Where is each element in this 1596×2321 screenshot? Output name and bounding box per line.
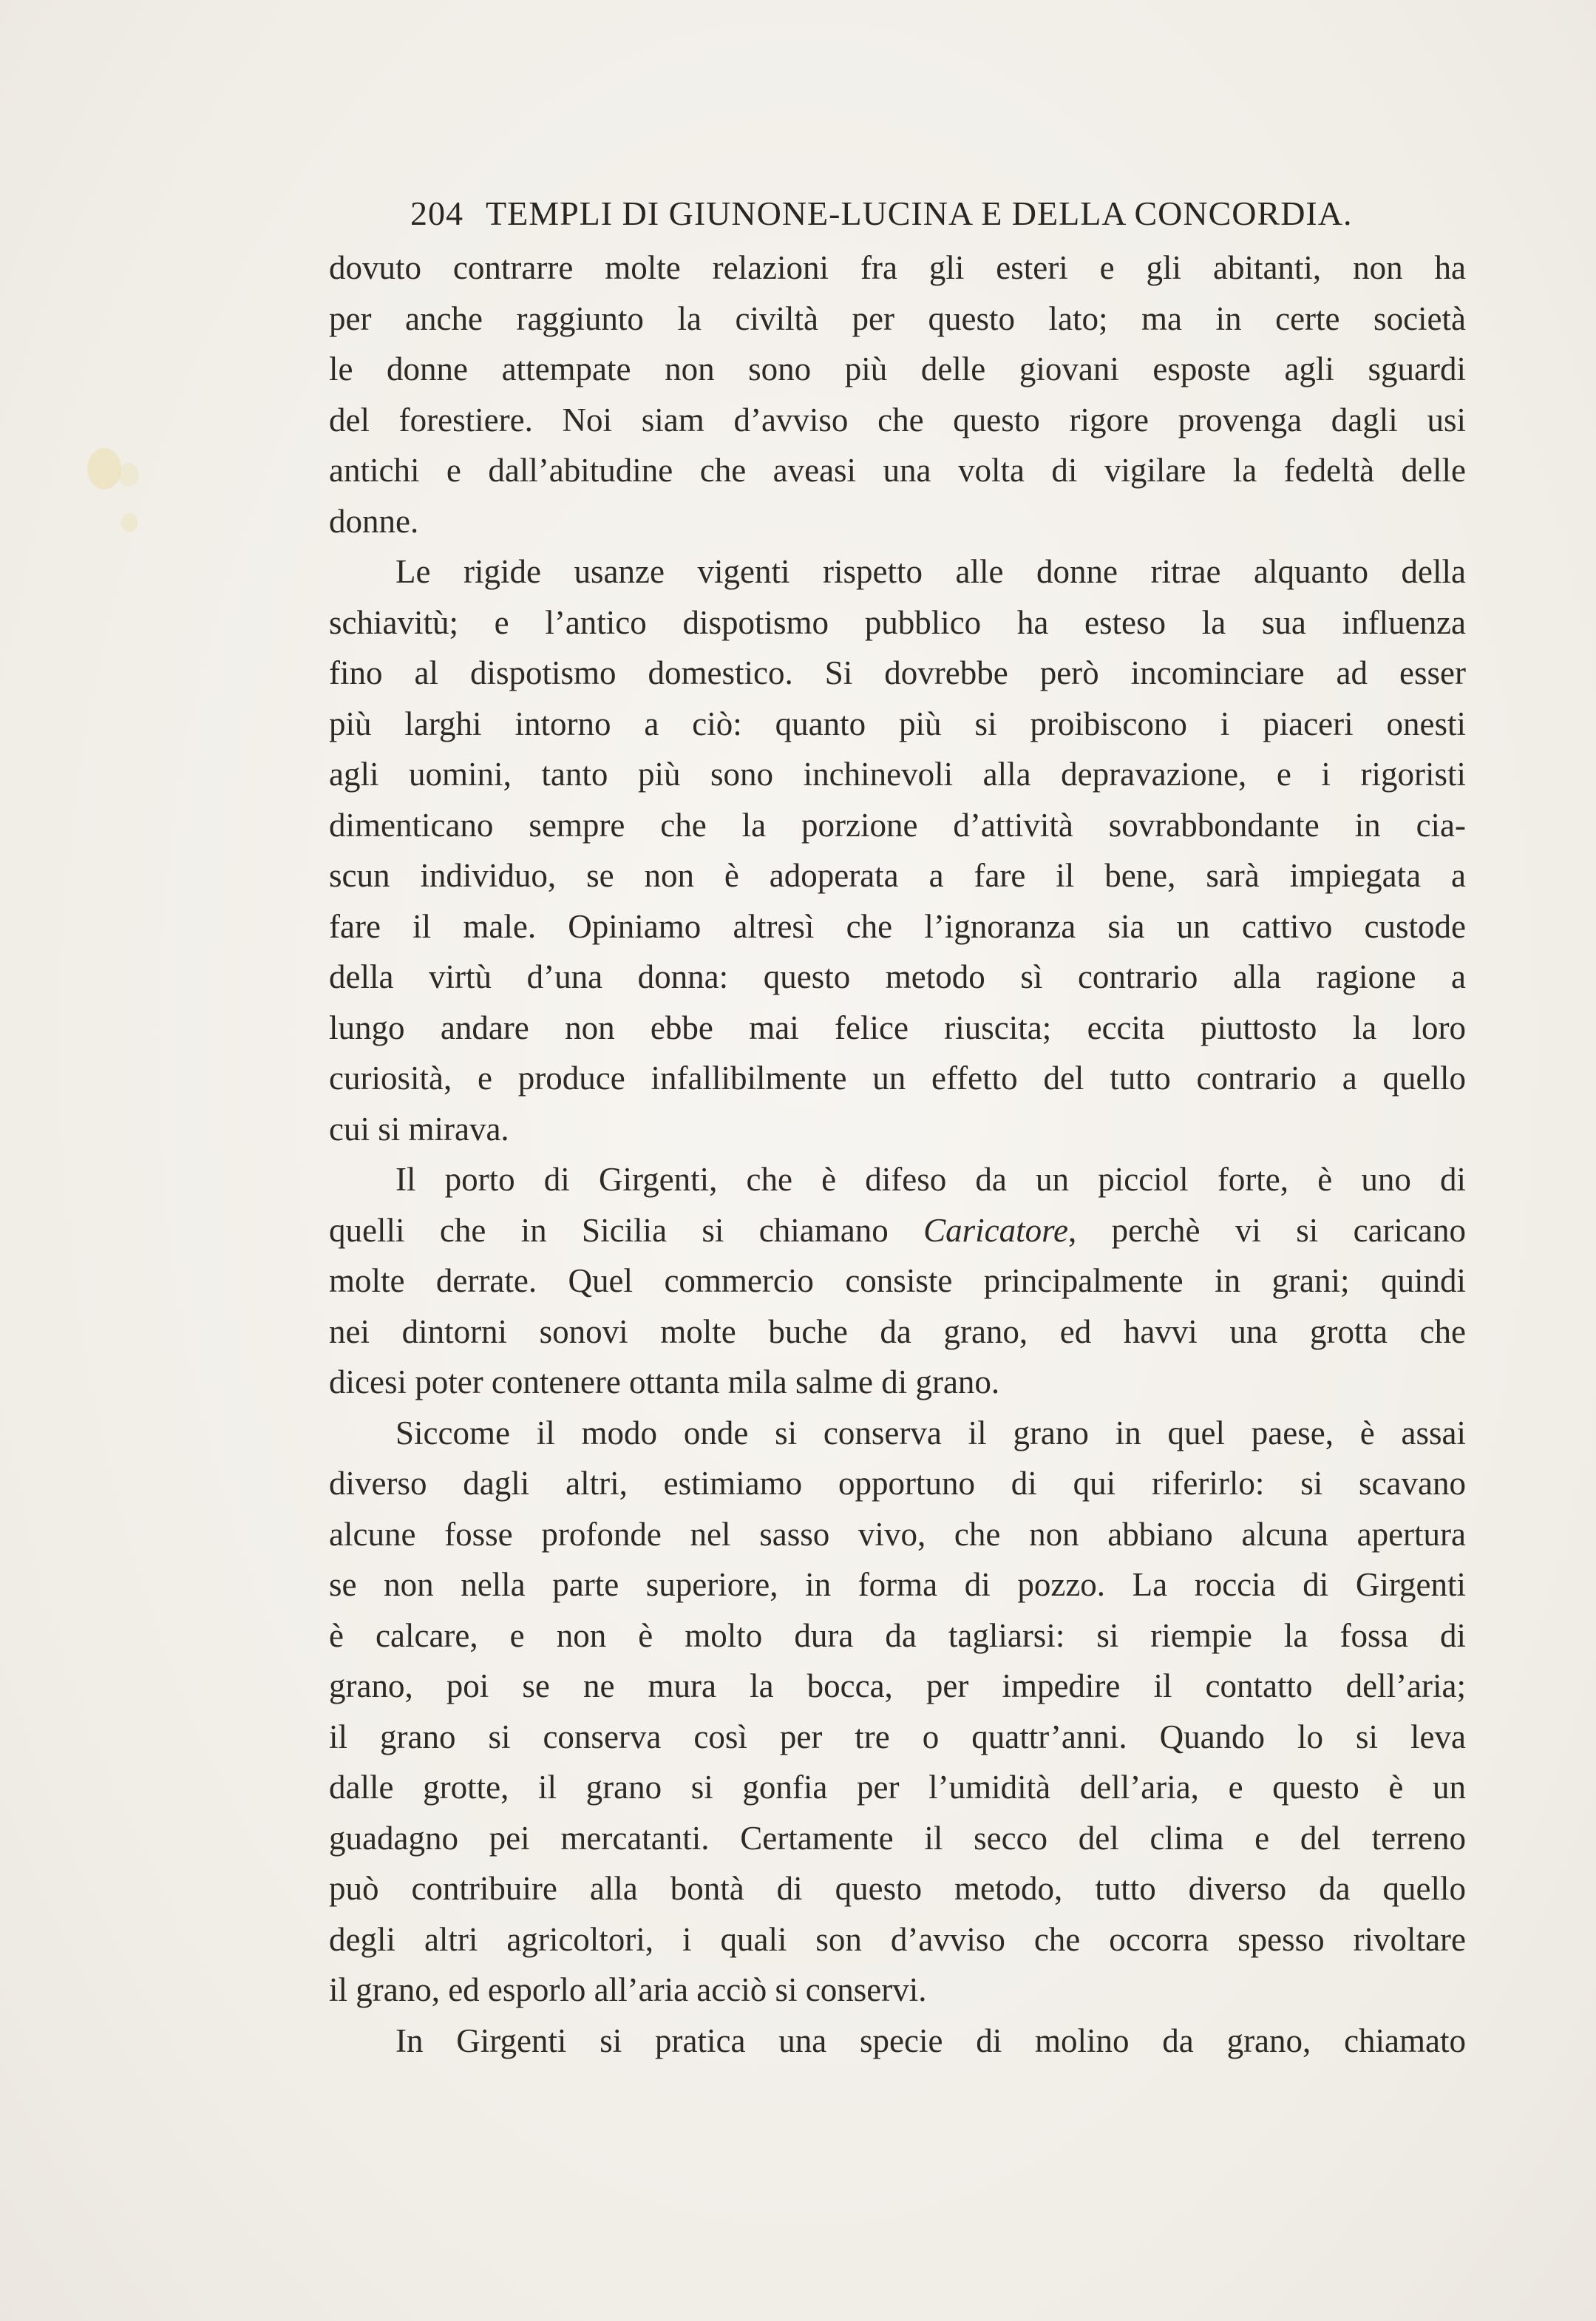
text-line: nei dintorni sonovi molte buche da grano, ed havvi una grotta che <box>329 1312 1466 1350</box>
text-line: curiosità, e produce infallibilmente un effetto del tutto contrario a quello <box>329 1060 1466 1097</box>
paper-stain <box>118 463 139 487</box>
text-line: dicesi poter contenere ottanta mila salme di grano. <box>329 1363 1000 1400</box>
page-number: 204 <box>410 194 463 232</box>
body-text <box>329 243 1466 2066</box>
paper-stain <box>87 448 121 489</box>
text-line: schiavitù; e l’antico dispotismo pubblico ha esteso la sua influenza <box>329 603 1466 641</box>
text-line: dalle grotte, il grano si gonfia per l’umidità dell’aria, e questo è un <box>329 1769 1466 1806</box>
text-line: degli altri agricoltori, i quali son d’avviso che occorra spesso rivoltare <box>329 1920 1466 1958</box>
text-line: scun individuo, se non è adoperata a fare il bene, sarà impiegata a <box>329 857 1466 894</box>
text-line: più larghi intorno a ciò: quanto più si proibiscono i piaceri onesti <box>329 705 1466 742</box>
text-line: fino al dispotismo domestico. Si dovrebbe però incominciare ad esser <box>329 654 1466 691</box>
paragraph-start-line: Il porto di Girgenti, che è difeso da un picciol forte, è uno di <box>395 1161 1466 1198</box>
text-line: antichi e dall’abitudine che aveasi una volta di vigilare la fedeltà delle <box>329 452 1466 489</box>
text-line: il grano, ed esporlo all’aria acciò si conservi. <box>329 1971 927 2008</box>
text-line: è calcare, e non è molto dura da tagliarsi: si riempie la fossa di <box>329 1616 1466 1654</box>
text-line: agli uomini, tanto più sono inchinevoli alla depravazione, e i rigoristi <box>329 756 1466 793</box>
text-line: fare il male. Opiniamo altresì che l’ignoranza sia un cattivo custode <box>329 907 1466 945</box>
text-line: dovuto contrarre molte relazioni fra gli esteri e gli abitanti, non ha <box>329 249 1466 286</box>
italic-term: Caricatore <box>923 1211 1068 1249</box>
paragraph-start-line: In Girgenti si pratica una specie di molino da grano, chiamato <box>395 2022 1466 2059</box>
text-segment: quelli che in Sicilia si chiamano <box>329 1211 889 1249</box>
text-line: donne. <box>329 502 419 540</box>
text-segment: , perchè vi si caricano <box>1067 1211 1466 1249</box>
paragraph-start-line: Siccome il modo onde si conserva il grano in quel paese, è assai <box>395 1414 1466 1451</box>
text-line: se non nella parte superiore, in forma di pozzo. La roccia di Girgenti <box>329 1566 1466 1603</box>
paper-stain <box>121 513 137 532</box>
text-line: dimenticano sempre che la porzione d’attività sovrabbondante in cia- <box>329 806 1466 844</box>
paragraph-start-line: Le rigide usanze vigenti rispetto alle donne ritrae alquanto della <box>395 553 1466 590</box>
text-line: lungo andare non ebbe mai felice riuscita; eccita piuttosto la loro <box>329 1009 1466 1046</box>
text-line: della virtù d’una donna: questo metodo sì contrario alla ragione a <box>329 958 1466 995</box>
text-line: del forestiere. Noi siam d’avviso che questo rigore provenga dagli usi <box>329 401 1466 438</box>
text-line: diverso dagli altri, estimiamo opportuno di qui riferirlo: si scavano <box>329 1465 1466 1502</box>
text-line: il grano si conserva così per tre o quattr’anni. Quando lo si leva <box>329 1718 1466 1755</box>
text-line: può contribuire alla bontà di questo metodo, tutto diverso da quello <box>329 1870 1466 1907</box>
text-line: le donne attempate non sono più delle giovani esposte agli sguardi <box>329 350 1466 387</box>
running-header <box>410 194 1386 233</box>
running-title: TEMPLI DI GIUNONE-LUCINA E DELLA CONCORDIA. <box>486 194 1353 232</box>
text-line-with-italic <box>329 1205 1466 1256</box>
text-line: cui si mirava. <box>329 1110 509 1148</box>
text-line: molte derrate. Quel commercio consiste principalmente in grani; quindi <box>329 1262 1466 1299</box>
text-line: grano, poi se ne mura la bocca, per impedire il contatto dell’aria; <box>329 1667 1466 1704</box>
text-line: alcune fosse profonde nel sasso vivo, che non abbiano alcuna apertura <box>329 1515 1466 1553</box>
text-line: per anche raggiunto la civiltà per questo lato; ma in certe società <box>329 299 1466 337</box>
text-line: guadagno pei mercatanti. Certamente il secco del clima e del terreno <box>329 1819 1466 1857</box>
